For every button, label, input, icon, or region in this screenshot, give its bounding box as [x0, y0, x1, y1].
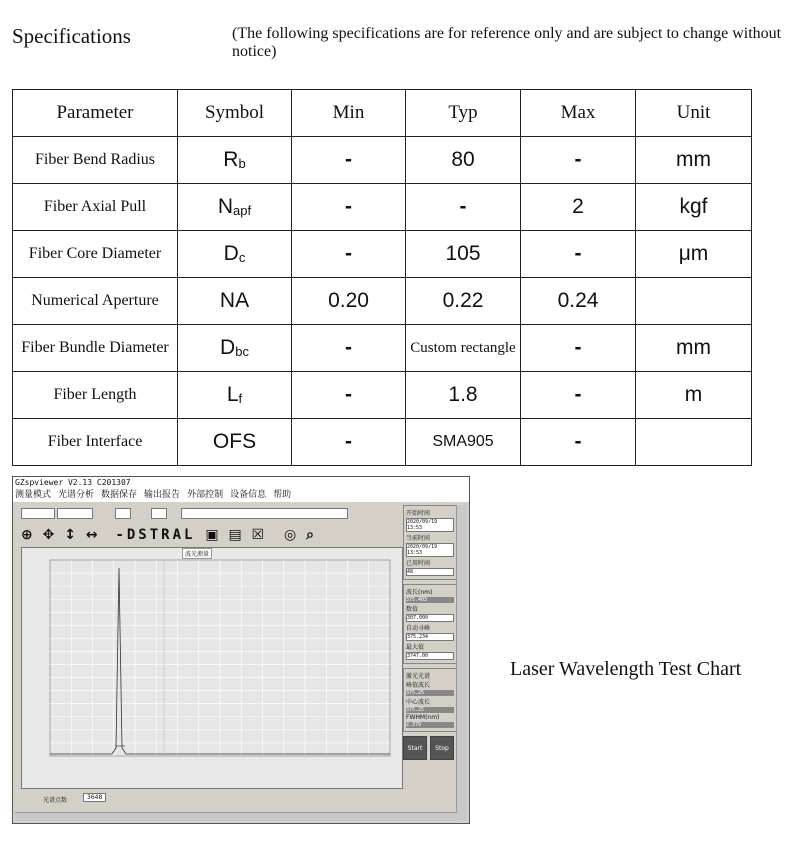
- menu-item[interactable]: 光谱分析: [58, 490, 95, 500]
- symbol-subscript: b: [238, 156, 246, 171]
- symbol-cell: [178, 325, 292, 372]
- point-count-label: 光谱点数: [43, 797, 68, 804]
- typ-cell: 80: [406, 137, 521, 184]
- unit-cell: [636, 278, 752, 325]
- spec-table: [12, 89, 752, 466]
- chart-caption: Laser Wavelength Test Chart: [510, 658, 742, 680]
- average-input[interactable]: [115, 508, 131, 519]
- integration-time-input[interactable]: [57, 508, 93, 519]
- elapsed-time-label: 已用时间: [406, 560, 431, 567]
- symbol-subscript: c: [238, 250, 246, 265]
- symbol-main: R: [223, 148, 239, 171]
- symbol-main: N: [217, 195, 234, 218]
- typ-cell: 1.8: [406, 372, 521, 419]
- symbol-subscript: bc: [235, 344, 249, 359]
- symbol-subscript: apf: [233, 203, 252, 218]
- table-row: [13, 137, 752, 184]
- horizontal-scrollbar[interactable]: [15, 812, 457, 821]
- max-cell: -: [521, 325, 636, 372]
- col-header-min: Min: [292, 90, 406, 137]
- symbol-cell: [178, 184, 292, 231]
- symbol-main: OFS: [212, 430, 257, 453]
- start-time-label: 开始时间: [406, 510, 431, 517]
- max-cell: -: [521, 419, 636, 466]
- vertical-scrollbar[interactable]: [456, 505, 467, 820]
- max-cell: 2: [521, 184, 636, 231]
- print-icon[interactable]: ▤: [228, 527, 242, 543]
- unit-cell: μm: [636, 231, 752, 278]
- menu-bar: [13, 488, 469, 502]
- spectrum-plot: [21, 547, 403, 789]
- min-cell: 0.20: [292, 278, 406, 325]
- typ-cell: Custom rectangle: [406, 325, 521, 372]
- wavelength-panel: [403, 584, 457, 664]
- peak-wl-label: 峰值波长: [406, 682, 431, 689]
- table-row: [13, 278, 752, 325]
- max-cell: -: [521, 137, 636, 184]
- menu-item[interactable]: 外部控制: [187, 490, 224, 500]
- time-unit-select[interactable]: [21, 508, 55, 519]
- spec-title: Specifications: [12, 24, 131, 48]
- max-cell: 0.24: [521, 278, 636, 325]
- param-toolbar: [21, 507, 407, 521]
- symbol-cell: [178, 372, 292, 419]
- wavelength-value: 375.403: [406, 597, 454, 603]
- symbol-cell: [178, 231, 292, 278]
- peak-wl-value: 375.25: [406, 690, 454, 696]
- min-cell: -: [292, 325, 406, 372]
- typ-cell: 105: [406, 231, 521, 278]
- param-cell: Fiber Interface: [13, 419, 178, 466]
- value-value: 307.000: [406, 614, 454, 622]
- param-cell: Numerical Aperture: [13, 278, 178, 325]
- min-cell: -: [292, 419, 406, 466]
- auto-peak-label: 自动寻峰: [406, 625, 431, 632]
- symbol-cell: [178, 278, 292, 325]
- wavelength-label: 波长(nm): [406, 589, 433, 596]
- param-cell: Fiber Core Diameter: [13, 231, 178, 278]
- menu-item[interactable]: 设备信息: [230, 490, 267, 500]
- move-icon[interactable]: ✥: [42, 527, 55, 543]
- app-window: [12, 476, 470, 824]
- menu-item[interactable]: 输出报告: [144, 490, 181, 500]
- min-cell: -: [292, 184, 406, 231]
- symbol-main: D: [223, 242, 239, 265]
- stop-button[interactable]: Stop: [430, 736, 454, 760]
- symbol-main: D: [220, 336, 236, 359]
- spec-note: (The following specifications are for reference only and are subject to change without notice): [232, 25, 782, 60]
- unit-cell: kgf: [636, 184, 752, 231]
- fwhm-label: FWHM(nm): [406, 714, 440, 721]
- col-header-parameter: Parameter: [13, 90, 178, 137]
- param-cell: Fiber Length: [13, 372, 178, 419]
- center-wl-label: 中心波长: [406, 699, 431, 706]
- brand-logo: -DSTRAL: [115, 527, 196, 543]
- min-cell: -: [292, 231, 406, 278]
- table-header-row: [13, 90, 752, 137]
- laser-panel: [403, 668, 457, 732]
- control-buttons: [403, 736, 457, 760]
- start-time-value: 2020/09/19 13:53: [406, 518, 454, 532]
- label-input[interactable]: [181, 508, 348, 519]
- min-cell: -: [292, 137, 406, 184]
- symbol-main: NA: [219, 289, 250, 312]
- table-row: [13, 325, 752, 372]
- unit-cell: mm: [636, 137, 752, 184]
- table-row: [13, 231, 752, 278]
- symbol-main: L: [226, 383, 239, 406]
- clear-icon[interactable]: ☒: [251, 527, 265, 543]
- symbol-subscript: f: [238, 391, 243, 406]
- min-cell: -: [292, 372, 406, 419]
- start-button[interactable]: Start: [403, 736, 427, 760]
- menu-item[interactable]: 帮助: [273, 490, 292, 500]
- param-cell: Fiber Bend Radius: [13, 137, 178, 184]
- save-icon[interactable]: ▣: [205, 527, 219, 543]
- laser-spectrum-label: 激光光谱: [406, 673, 431, 680]
- typ-cell: 0.22: [406, 278, 521, 325]
- param-cell: Fiber Bundle Diameter: [13, 325, 178, 372]
- side-panel: [403, 505, 457, 823]
- current-time-label: 当前时间: [406, 535, 431, 542]
- spectrum-svg: [22, 548, 402, 788]
- info-icon[interactable]: ◎: [283, 527, 297, 543]
- col-header-typ: Typ: [406, 90, 521, 137]
- center-wl-value: 375.25: [406, 707, 454, 713]
- table-row: [13, 372, 752, 419]
- unit-cell: m: [636, 372, 752, 419]
- menu-item[interactable]: 测量模式: [15, 490, 52, 500]
- value-label: 数值: [406, 606, 419, 613]
- table-row: [13, 419, 752, 466]
- max-value: 3747.00: [406, 652, 454, 660]
- max-cell: -: [521, 231, 636, 278]
- typ-cell: -: [406, 184, 521, 231]
- table-row: [13, 184, 752, 231]
- menu-item[interactable]: 数据保存: [101, 490, 138, 500]
- col-header-symbol: Symbol: [178, 90, 292, 137]
- auto-peak-value: 375.234: [406, 633, 454, 641]
- max-cell: -: [521, 372, 636, 419]
- typ-cell: SMA905: [406, 419, 521, 466]
- max-label: 最大值: [406, 644, 425, 651]
- vertical-cursor-icon[interactable]: ↕: [64, 527, 76, 543]
- param-cell: Fiber Axial Pull: [13, 184, 178, 231]
- elapsed-time-value: 48: [406, 568, 454, 576]
- app-title-bar: GZspviewer V2.13 C201307: [13, 477, 469, 488]
- symbol-cell: [178, 419, 292, 466]
- col-header-unit: Unit: [636, 90, 752, 137]
- icon-toolbar: [21, 527, 401, 543]
- search-icon[interactable]: ⌕: [306, 527, 314, 543]
- col-header-max: Max: [521, 90, 636, 137]
- fwhm-value: 2.379: [406, 722, 454, 728]
- boxcar-input[interactable]: [151, 508, 167, 519]
- zoom-in-icon[interactable]: ⊕: [21, 527, 33, 543]
- plot-header: 波光测量: [182, 548, 212, 559]
- time-panel: [403, 505, 457, 580]
- unit-cell: mm: [636, 325, 752, 372]
- unit-cell: [636, 419, 752, 466]
- current-time-value: 2020/09/19 13:53: [406, 543, 454, 557]
- symbol-cell: [178, 137, 292, 184]
- point-count-value: 3648: [83, 793, 106, 802]
- horizontal-cursor-icon[interactable]: ↔: [85, 527, 98, 543]
